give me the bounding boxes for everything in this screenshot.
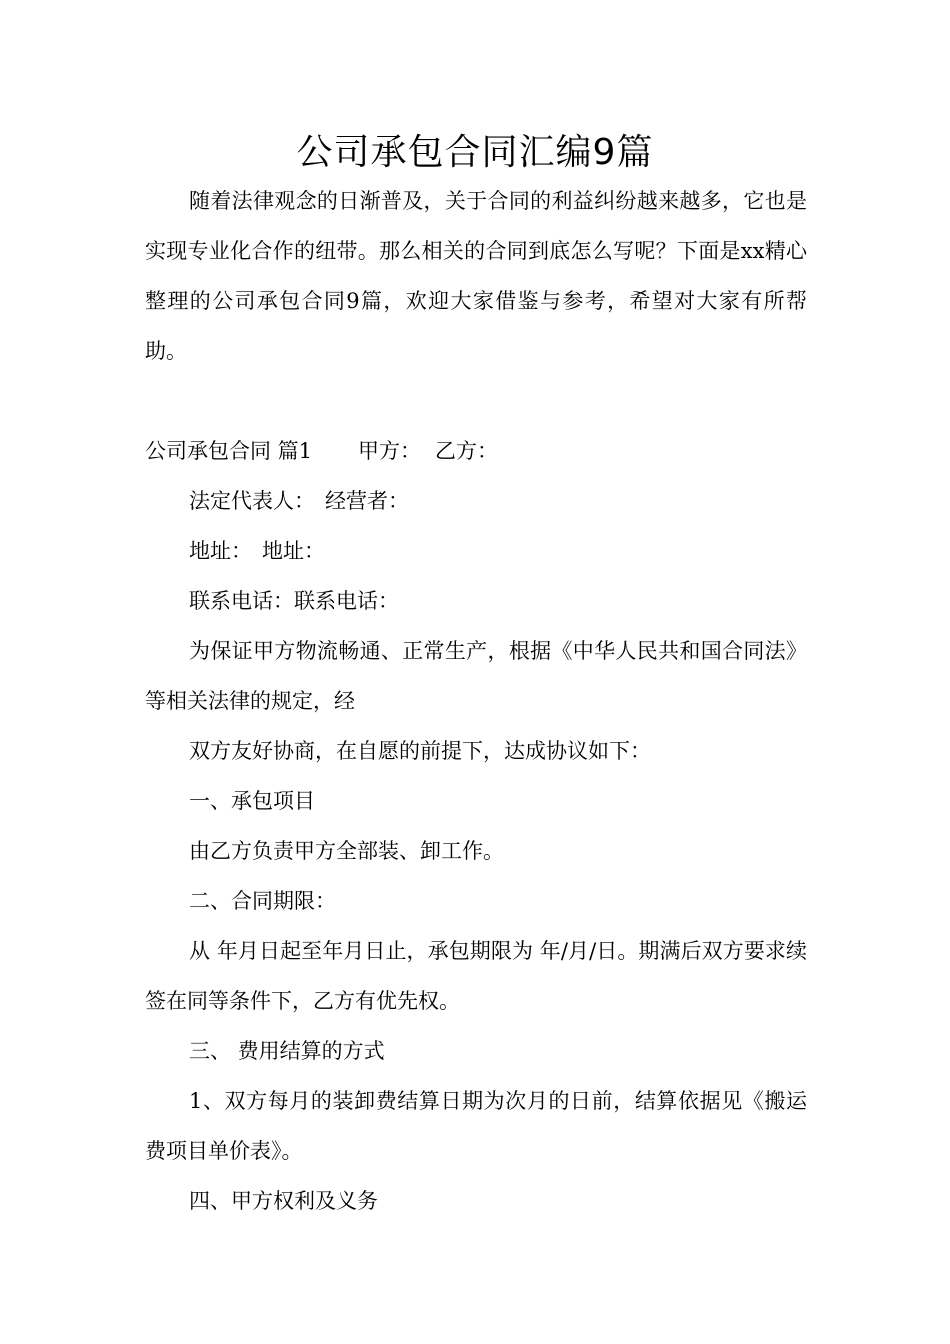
- item3-heading: 三、 费用结算的方式: [189, 1039, 385, 1063]
- document-title: 公司承包合同汇编9篇: [296, 132, 654, 173]
- phone-b-label: 联系电话：: [294, 589, 399, 613]
- item2-text: 从 年月日起至年月日止，承包期限为 年/月/日。期满后双方要求续签在同等条件下，乙方有优先权。: [145, 939, 807, 1013]
- item1-text: 由乙方负责甲方全部装、卸工作。: [189, 839, 504, 863]
- item2-heading: 二、合同期限：: [189, 889, 336, 913]
- item1-heading: 一、承包项目: [189, 789, 315, 813]
- party-b-label: 乙方：: [435, 439, 499, 463]
- address-a-label: 地址：: [189, 539, 252, 563]
- phone-a-label: 联系电话：: [189, 589, 294, 613]
- blank-line: [145, 376, 807, 426]
- purpose-paragraph: 为保证甲方物流畅通、正常生产，根据《中华人民共和国合同法》等相关法律的规定，经: [145, 639, 807, 713]
- section-heading: 公司承包合同 篇1: [145, 439, 313, 463]
- representative-line: [145, 476, 807, 526]
- legal-rep-label: 法定代表人：: [189, 489, 315, 513]
- address-line: [145, 526, 807, 576]
- item3-text: 1、双方每月的装卸费结算日期为次月的日前，结算依据见《搬运费项目单价表》。: [145, 1089, 807, 1163]
- document-body: [145, 176, 807, 1226]
- operator-label: 经营者：: [325, 489, 409, 513]
- section-heading-line: [145, 426, 807, 476]
- phone-line: [145, 576, 807, 626]
- agreement-paragraph: 双方友好协商，在自愿的前提下，达成协议如下：: [189, 739, 651, 763]
- address-b-label: 地址：: [262, 539, 325, 563]
- party-a-label: 甲方：: [358, 439, 422, 463]
- intro-paragraph: 随着法律观念的日渐普及，关于合同的利益纠纷越来越多，它也是实现专业化合作的纽带。那么相关的合同到底怎么写呢？下面是xx精心整理的公司承包合同9篇，欢迎大家借鉴与参考，希望对大家有所帮助。: [145, 189, 807, 363]
- item4-heading: 四、甲方权利及义务: [189, 1189, 378, 1213]
